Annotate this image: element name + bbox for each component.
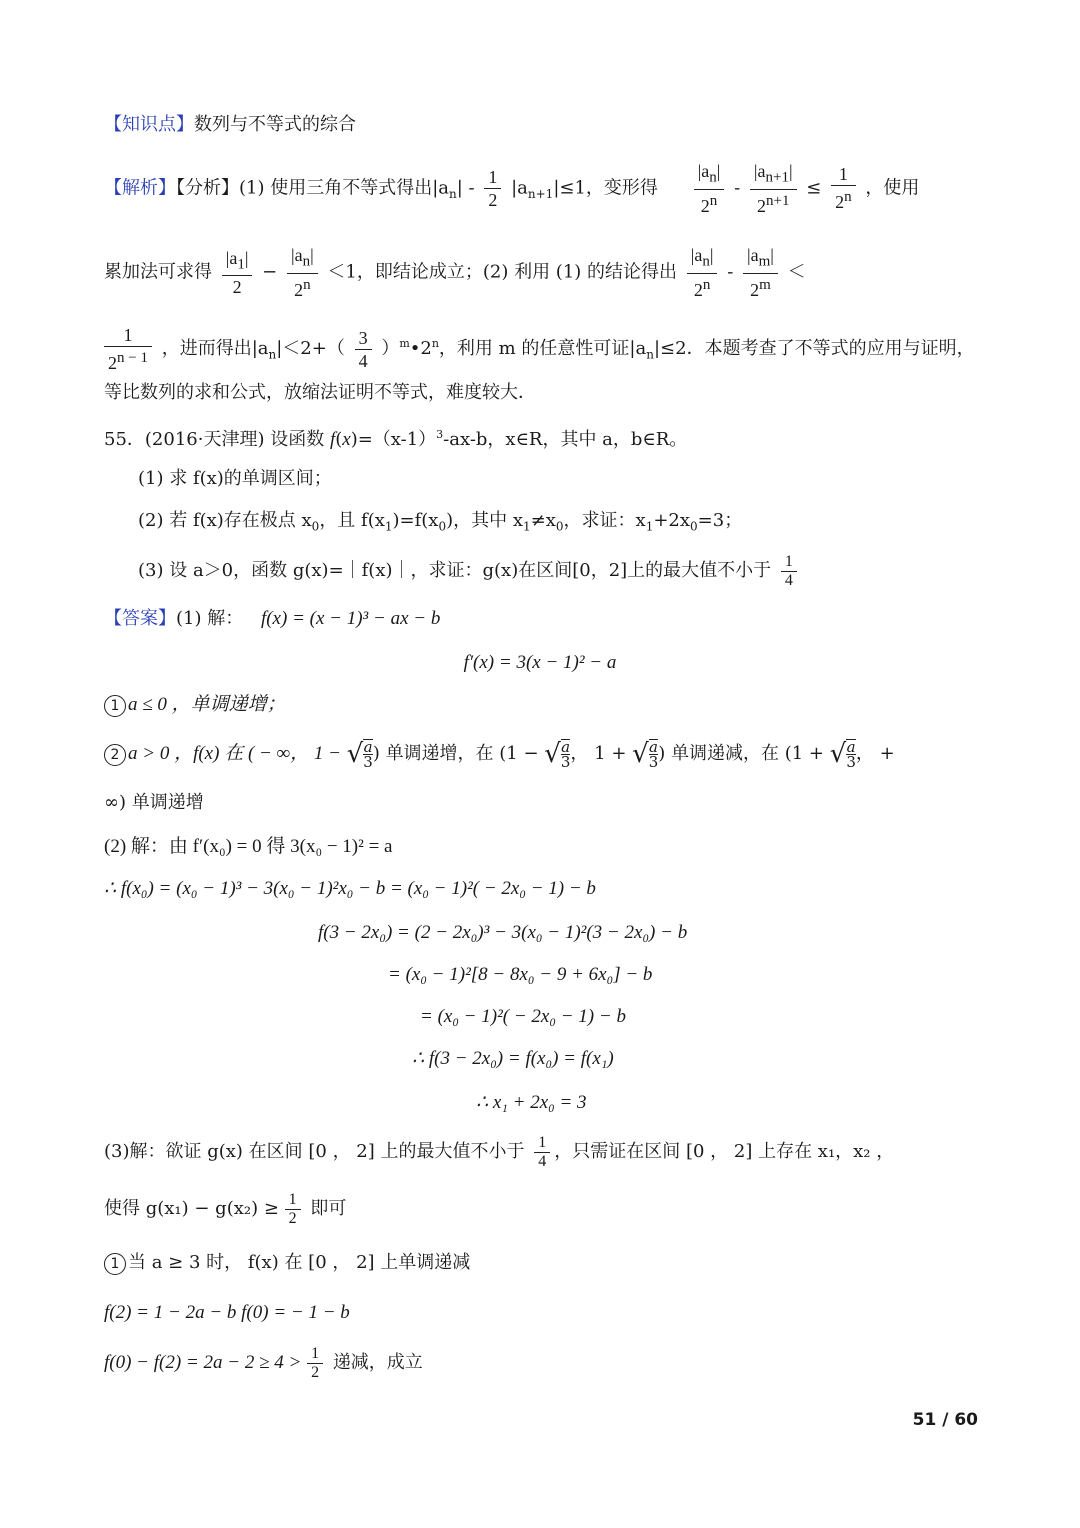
derivative-formula: f′(x) = 3(x − 1)² − a <box>463 652 617 673</box>
problem-q3 <box>138 546 801 596</box>
problem-text: )，其中 x <box>446 510 524 531</box>
problem-head: 55．(2016·天津理) 设函数 $f(x)=(x-1)^3-ax-b$，x∈R，其中 a，b∈R。 <box>104 428 688 450</box>
analysis-text: |a <box>511 177 528 199</box>
answer-text: (1) 解： <box>176 608 244 629</box>
fraction: $\frac{|a_m|}{2^m}$ <box>743 244 778 301</box>
circled-number-1: 1 <box>104 695 126 717</box>
analysis-text: |≤2．本题考查了不等式的应用与证明， <box>653 338 975 359</box>
analysis-text: •2 <box>409 338 432 359</box>
answer-line-1 <box>104 606 440 632</box>
answer-tag: 【答案】 <box>104 608 176 629</box>
problem-text: )=f(x <box>392 510 439 531</box>
problem-text: (3) 设 a＞0，函数 g(x)=｜f(x)｜，求证：g(x)在区间[0，2]上的最大值不小于 <box>138 560 772 581</box>
part-3-line-2 <box>104 1184 346 1234</box>
fraction: $\frac{1}{4}$ <box>781 553 797 590</box>
fraction: $\frac{|a_n|}{2^n}$ <box>287 244 318 301</box>
analysis-text: 【分析】(1) 使用三角不等式得出|a <box>176 177 450 199</box>
knowledge-tag: 【知识点】 <box>104 114 194 135</box>
answer-text: 当 a ≥ 3 时， f(x) 在 [0 ， 2] 上单调递减 <box>128 1252 471 1273</box>
sqrt-a-over-3: √ $\frac{a}{3}$ <box>544 738 571 771</box>
subcase-1-eq: f(2) = 1 − 2a − b f(0) = − 1 − b <box>104 1302 350 1323</box>
eq-4: = (x₀ − 1)²( − 2x₀ − 1) − b <box>420 1006 626 1027</box>
answer-text: 递减，成立 <box>332 1352 423 1373</box>
analysis-text: ，进而得出|a <box>161 338 269 359</box>
problem-q1: (1) 求 f(x)的单调区间； <box>138 468 332 489</box>
eq-2: f(3 − 2x₀) = (2 − 2x₀)³ − 3(x₀ − 1)²(3 − 2x₀) − b <box>318 922 688 943</box>
answer-text: 使得 g(x₁) − g(x₂) ≥ <box>104 1198 279 1219</box>
problem-text: =3； <box>697 510 743 531</box>
subcase-1-result <box>104 1338 423 1388</box>
formula: f(0) − f(2) = 2a − 2 ≥ 4 > <box>104 1352 302 1373</box>
sqrt-a-over-3: √ $\frac{a}{3}$ <box>346 738 373 771</box>
fraction: $\frac{1}{4}$ <box>534 1134 550 1171</box>
answer-text: ，只需证在区间 [0 ， 2] 上存在 x₁，x₂ ， <box>554 1141 895 1162</box>
fraction: $\frac{1}{2^n}$ <box>831 163 856 213</box>
answer-text: ， 1 + <box>570 743 627 764</box>
eq-1: ∴ f(x₀) = (x₀ − 1)³ − 3(x₀ − 1)²x₀ − b = (x₀ − 1)²( − 2x₀ − 1) − b <box>104 878 596 899</box>
problem-text: +2x <box>653 510 691 531</box>
circled-number-1: 1 <box>104 1253 126 1275</box>
page-number: 51 / 60 <box>912 1410 978 1430</box>
problem-q2: (2) 若 f(x)存在极点 $x_0$，且 $f(x_1)=f(x_0)$，其中 $x_1\ne x_0$，求证：$x_1+2x_0=3$； <box>138 510 743 534</box>
formula: a ≤ 0 ，单调递增； <box>128 694 286 715</box>
analysis-text: ，使用 <box>865 177 920 199</box>
analysis-text: ） <box>381 338 400 359</box>
case-2-cont: ∞) 单调递增 <box>104 792 204 813</box>
answer-text: 即可 <box>310 1198 347 1219</box>
subcase-1 <box>104 1250 470 1276</box>
problem-text: =（x-1） <box>357 429 437 450</box>
analysis-text: |≤1，变形得 <box>553 177 658 199</box>
case-2: 2 a > 0 ，f(x) 在 ( − ∞， 1 − √ $\frac{a}{3}$ ) 单调递增，在 (1 − √ $\frac{a}{3}$ ， 1 + √ $\frac{a}{3}$ ) 单调递减，在 (1 + √ $\frac{a}{3}$ ， + <box>104 726 895 782</box>
fraction: $\frac{|a_n|}{2^n}$ <box>694 160 725 217</box>
knowledge-text: 数列与不等式的综合 <box>194 114 356 135</box>
analysis-text: |＜2+（ <box>276 338 345 359</box>
analysis-line-1: 【解析】【分析】(1) 使用三角不等式得出$|a_n|$ - $\frac{1}{2}$ $|a_{n+1}|\le 1$，变形得 $\frac{|a_n|}{2^n}$ - $\frac{|a_{n+1}|}{2^{n+1}}$ ≤ $\frac{1}{2^n}$ ，使用 <box>104 161 920 216</box>
fraction: $\frac{|a_1|}{2}$ <box>222 247 253 299</box>
analysis-text: | - <box>456 177 475 199</box>
case-1 <box>104 692 286 718</box>
analysis-text: ，利用 m 的任意性可证|a <box>438 338 647 359</box>
answer-text: (3)解：欲证 g(x) 在区间 [0 ， 2] 上的最大值不小于 <box>104 1141 525 1162</box>
eq-5: ∴ f(3 − 2x₀) = f(x₀) = f(x₁) <box>412 1048 614 1069</box>
fraction: $\frac{3}{4}$ <box>355 327 372 372</box>
sqrt-a-over-3: √ $\frac{a}{3}$ <box>829 738 856 771</box>
sqrt-a-over-3: √ $\frac{a}{3}$ <box>632 738 659 771</box>
formula: a > 0 ，f(x) 在 ( − ∞， 1 − <box>128 743 341 764</box>
problem-text: -ax-b，x∈R，其中 a，b∈R。 <box>443 429 688 450</box>
analysis-line-2: 累加法可求得 $\frac{|a_1|}{2}$ − $\frac{|a_n|}{2^n}$ ＜1，即结论成立；(2) 利用 (1) 的结论得出 $\frac{|a_n|}{2^n}$ - $\frac{|a_m|}{2^m}$ ＜ <box>104 245 806 300</box>
problem-text: 55．(2016·天津理) 设函数 <box>104 429 330 450</box>
analysis-text: ＜1，即结论成立；(2) 利用 (1) 的结论得出 <box>327 261 678 283</box>
fraction: $\frac{|a_{n+1}|}{2^{n+1}}$ <box>750 160 797 217</box>
analysis-text: 累加法可求得 <box>104 261 212 283</box>
knowledge-line <box>104 112 356 138</box>
analysis-line-3: $\frac{1}{2^{n - 1}}$ ，进而得出$|a_n|<2+$（ $\frac{3}{4}$ ）$^m$•2$^n$，利用 m 的任意性可证$|a_n|\le 2$．本题考查了不等式的应用与证明， <box>104 316 975 383</box>
fraction: $\frac{1}{2^{n - 1}}$ <box>104 324 152 374</box>
problem-text: ，求证：x <box>563 510 646 531</box>
answer-text: 单调递增，在 (1 − <box>385 743 539 764</box>
problem-text: ，且 f(x <box>319 510 385 531</box>
fraction: $\frac{1}{2}$ <box>285 1191 301 1228</box>
eq-6: ∴ x₁ + 2x₀ = 3 <box>476 1092 587 1113</box>
part-3-line <box>104 1126 894 1178</box>
problem-text: (2) 若 f(x)存在极点 x <box>138 510 312 531</box>
analysis-tag: 【解析】 <box>104 177 176 199</box>
answer-text: 单调递减，在 (1 + <box>671 743 825 764</box>
analysis-line-4: 等比数列的求和公式，放缩法证明不等式，难度较大． <box>104 382 536 403</box>
problem-text: ≠x <box>530 510 556 531</box>
part-2-line: (2) 解：由 f′(x₀) = 0 得 3(x₀ − 1)² = a <box>104 836 393 857</box>
fraction: $\frac{1}{2}$ <box>484 166 501 211</box>
formula: f(x) = (x − 1)³ − ax − b <box>260 608 441 629</box>
eq-3: = (x₀ − 1)²[8 − 8x₀ − 9 + 6x₀] − b <box>388 964 653 985</box>
fraction: $\frac{|a_n|}{2^n}$ <box>687 244 718 301</box>
answer-text: ， + <box>855 743 895 764</box>
fraction: $\frac{1}{2}$ <box>307 1345 323 1382</box>
circled-number-2: 2 <box>104 744 126 766</box>
